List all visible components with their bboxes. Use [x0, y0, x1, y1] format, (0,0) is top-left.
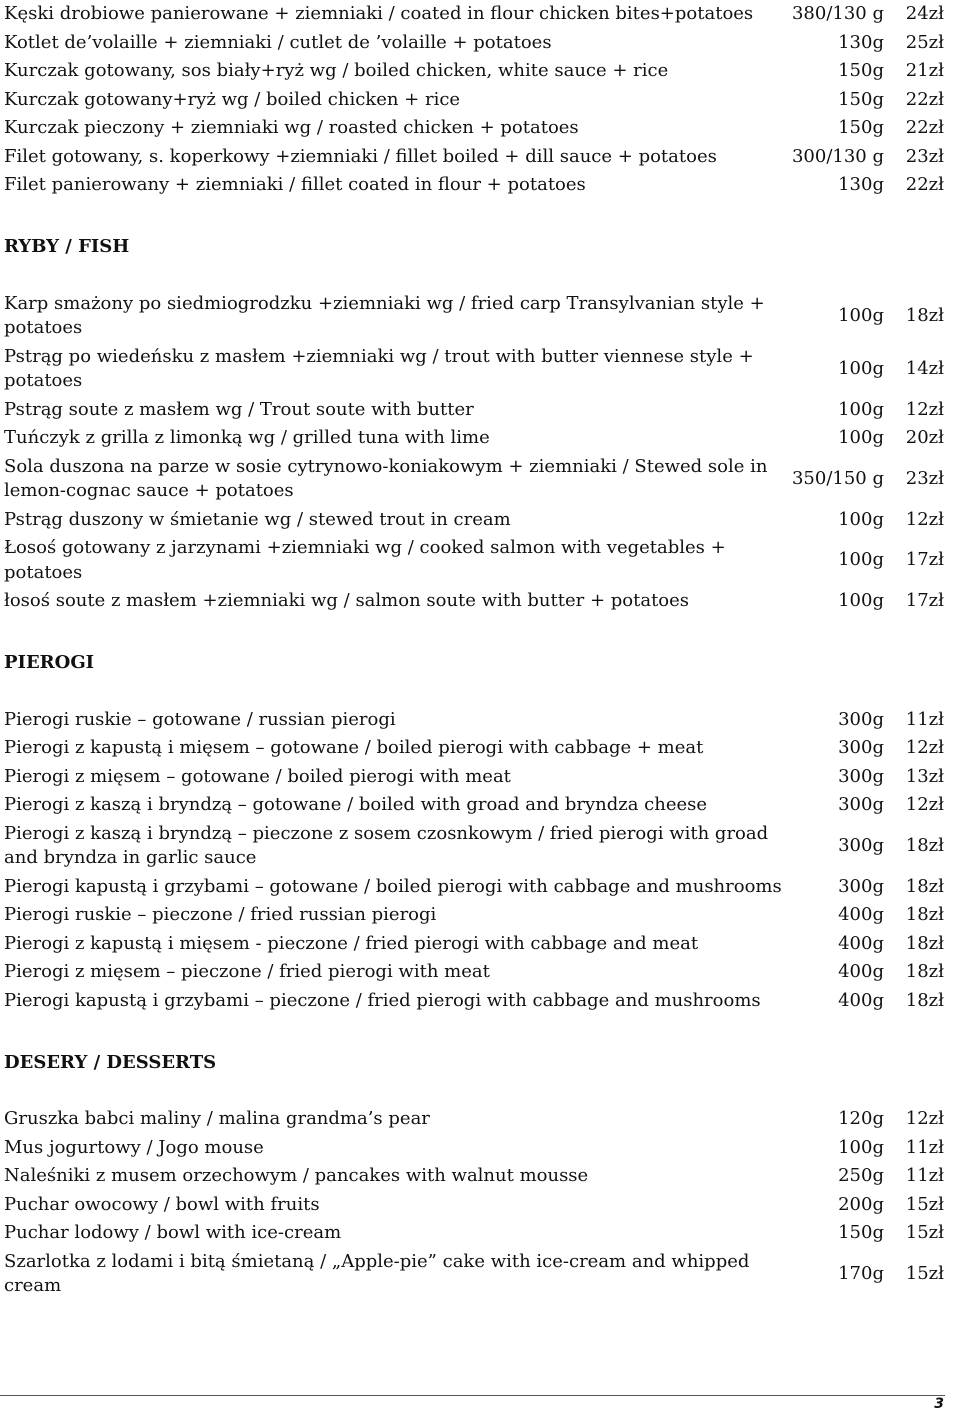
menu-item-price: 12zł: [905, 737, 944, 758]
section-title-fish: RYBY / FISH: [4, 236, 130, 257]
menu-item-name: Filet gotowany, s. koperkowy +ziemniaki / fillet boiled + dill sauce + potatoes: [4, 145, 717, 167]
menu-item-name: Kęski drobiowe panierowane + ziemniaki / coated in flour chicken bites+potatoes: [4, 3, 754, 24]
menu-item-name: Pierogi z kaszą i bryndzą – gotowane / boiled with groad and bryndza cheese: [4, 794, 708, 815]
menu-item-row: [4, 114, 944, 143]
menu-item-name: Gruszka babci maliny / malina grandma’s pear: [4, 1108, 430, 1129]
menu-item-row: [4, 143, 944, 172]
menu-item-weight: 100g: [838, 590, 884, 611]
menu-item-price: 25zł: [905, 31, 944, 53]
menu-item-name: Puchar lodowy / bowl with ice-cream: [4, 1222, 342, 1243]
menu-item-row: [4, 534, 944, 587]
menu-item-price: 21zł: [905, 60, 944, 81]
menu-item-price: 13zł: [905, 765, 944, 787]
menu-item-price: 17zł: [905, 549, 944, 571]
menu-item-price: 20zł: [905, 427, 944, 448]
menu-item-name: Pierogi ruskie – pieczone / fried russian pierogi: [4, 904, 437, 925]
menu-item-weight: 300g: [838, 737, 884, 758]
menu-item-price: 18zł: [905, 834, 944, 856]
menu-item-weight: 300g: [838, 708, 884, 730]
menu-item-row: [4, 506, 944, 535]
menu-item-weight: 130g: [838, 174, 884, 195]
menu-item-price: 18zł: [905, 904, 944, 925]
menu-item-name: Pierogi kapustą i grzybami – gotowane / boiled pierogi with cabbage and mushrooms: [4, 875, 782, 897]
menu-item-row: [4, 930, 944, 959]
menu-item-name: Naleśniki z musem orzechowym / pancakes with walnut mousse: [4, 1165, 589, 1186]
menu-item-row: [4, 86, 944, 115]
menu-item-name: Kurczak pieczony + ziemniaki wg / roasted chicken + potatoes: [4, 117, 579, 138]
menu-item-row: [4, 453, 944, 506]
menu-item-weight: 300g: [838, 765, 884, 787]
menu-item-weight: 150g: [838, 117, 884, 138]
menu-item-row: [4, 987, 944, 1016]
menu-item-row: [4, 29, 944, 58]
menu-item-name: Mus jogurtowy / Jogo mouse: [4, 1136, 264, 1158]
menu-item-weight: 150g: [838, 60, 884, 81]
menu-item-price: 12zł: [905, 1108, 944, 1129]
menu-item-name: Karp smażony po siedmiogrodzku +ziemniaki wg / fried carp Transylvanian style + potatoes: [4, 292, 765, 338]
menu-item-name: Szarlotka z lodami i bitą śmietaną / „Apple-pie” cake with ice-cream and whipped cream: [4, 1250, 750, 1296]
menu-item-price: 22zł: [905, 174, 944, 195]
menu-item-weight: 400g: [838, 932, 884, 954]
menu-item-row: [4, 396, 944, 425]
menu-item-weight: 350/150 g: [791, 467, 884, 489]
menu-item-weight: 130g: [838, 31, 884, 53]
menu-item-price: 11zł: [905, 1136, 944, 1158]
menu-item-price: 18zł: [905, 961, 944, 982]
menu-item-weight: 400g: [838, 989, 884, 1011]
menu-item-price: 18zł: [905, 989, 944, 1011]
desserts-list: [4, 1105, 944, 1301]
menu-item-price: 18zł: [905, 875, 944, 897]
menu-item-name: Pierogi z kapustą i mięsem – gotowane / boiled pierogi with cabbage + meat: [4, 737, 704, 758]
menu-item-price: 18zł: [905, 932, 944, 954]
menu-item-weight: 150g: [838, 1222, 884, 1243]
menu-item-price: 15zł: [905, 1193, 944, 1215]
menu-item-price: 17zł: [905, 590, 944, 611]
menu-item-weight: 400g: [838, 904, 884, 925]
menu-item-row: [4, 1134, 944, 1163]
menu-item-weight: 300g: [838, 834, 884, 856]
fish-dishes-list: [4, 290, 944, 616]
menu-page: [4, 0, 944, 1301]
menu-item-row: [4, 1248, 944, 1301]
menu-item-price: 15zł: [905, 1262, 944, 1284]
menu-item-weight: 120g: [838, 1108, 884, 1129]
menu-item-weight: 380/130 g: [791, 3, 884, 24]
menu-item-row: [4, 0, 944, 29]
menu-item-row: [4, 1191, 944, 1220]
menu-item-row: [4, 901, 944, 930]
menu-item-row: [4, 343, 944, 396]
menu-item-weight: 100g: [838, 398, 884, 420]
menu-item-name: Pierogi z mięsem – gotowane / boiled pierogi with meat: [4, 765, 511, 787]
menu-item-row: [4, 171, 944, 200]
menu-item-price: 24zł: [905, 3, 944, 24]
menu-item-name: Filet panierowany + ziemniaki / fillet coated in flour + potatoes: [4, 174, 586, 195]
menu-item-name: Pierogi z mięsem – pieczone / fried pierogi with meat: [4, 961, 490, 982]
menu-item-price: 18zł: [905, 304, 944, 326]
menu-item-weight: 300g: [838, 794, 884, 815]
menu-item-weight: 100g: [838, 357, 884, 379]
section-title-pierogi: PIEROGI: [4, 652, 95, 673]
menu-item-name: Pstrąg duszony w śmietanie wg / stewed trout in cream: [4, 508, 511, 530]
menu-item-name: Pierogi ruskie – gotowane / russian pierogi: [4, 708, 396, 730]
menu-item-name: Tuńczyk z grilla z limonką wg / grilled tuna with lime: [4, 427, 490, 448]
menu-item-weight: 200g: [838, 1193, 884, 1215]
menu-item-price: 15zł: [905, 1222, 944, 1243]
menu-item-price: 12zł: [905, 508, 944, 530]
menu-item-price: 22zł: [905, 117, 944, 138]
menu-item-row: [4, 57, 944, 86]
page-number: 3: [934, 1396, 944, 1412]
menu-item-weight: 100g: [838, 549, 884, 571]
menu-item-weight: 300g: [838, 875, 884, 897]
menu-item-row: [4, 1162, 944, 1191]
menu-item-row: [4, 958, 944, 987]
menu-item-name: Kurczak gotowany+ryż wg / boiled chicken + rice: [4, 88, 461, 110]
menu-item-price: 12zł: [905, 398, 944, 420]
menu-item-row: [4, 734, 944, 763]
menu-item-name: łosoś soute z masłem +ziemniaki wg / salmon soute with butter + potatoes: [4, 590, 690, 611]
menu-item-weight: 150g: [838, 88, 884, 110]
menu-item-weight: 250g: [838, 1165, 884, 1186]
menu-item-weight: 170g: [838, 1262, 884, 1284]
menu-item-row: [4, 424, 944, 453]
menu-item-name: Łosoś gotowany z jarzynami +ziemniaki wg / cooked salmon with vegetables + potatoes: [4, 537, 726, 583]
menu-item-row: [4, 820, 944, 873]
menu-item-name: Pstrąg po wiedeńsku z masłem +ziemniaki wg / trout with butter viennese style + potatoes: [4, 345, 754, 391]
menu-item-row: [4, 763, 944, 792]
menu-item-price: 11zł: [905, 708, 944, 730]
menu-item-price: 23zł: [905, 145, 944, 167]
desserts-table: [4, 1105, 944, 1301]
menu-item-weight: 100g: [838, 304, 884, 326]
menu-item-name: Pierogi z kaszą i bryndzą – pieczone z sosem czosnkowym / fried pierogi with groad and bryndza in garlic sauce: [4, 822, 769, 868]
menu-item-row: [4, 1219, 944, 1248]
menu-item-price: 23zł: [905, 467, 944, 489]
menu-item-row: [4, 706, 944, 735]
chicken-dishes-table: [4, 0, 944, 200]
menu-item-row: [4, 587, 944, 616]
menu-item-name: Pierogi kapustą i grzybami – pieczone / fried pierogi with cabbage and mushrooms: [4, 989, 761, 1011]
menu-item-price: 22zł: [905, 88, 944, 110]
menu-item-weight: 400g: [838, 961, 884, 982]
menu-item-row: [4, 1105, 944, 1134]
pierogi-dishes-list: [4, 706, 944, 1016]
menu-item-weight: 100g: [838, 427, 884, 448]
menu-item-weight: 300/130 g: [791, 145, 884, 167]
menu-item-weight: 100g: [838, 508, 884, 530]
menu-item-row: [4, 873, 944, 902]
section-title-desserts: DESERY / DESSERTS: [4, 1051, 217, 1073]
footer-divider: [0, 1395, 945, 1396]
menu-item-row: [4, 290, 944, 343]
menu-item-name: Sola duszona na parze w sosie cytrynowo-koniakowym + ziemniaki / Stewed sole in lemon-cognac sauce + potatoes: [4, 455, 768, 501]
fish-dishes-table: [4, 290, 944, 616]
menu-item-name: Puchar owocowy / bowl with fruits: [4, 1193, 320, 1215]
menu-item-price: 14zł: [905, 357, 944, 379]
pierogi-dishes-table: [4, 706, 944, 1016]
chicken-dishes-list: [4, 0, 944, 200]
menu-item-price: 12zł: [905, 794, 944, 815]
menu-item-name: Kurczak gotowany, sos biały+ryż wg / boiled chicken, white sauce + rice: [4, 60, 669, 81]
menu-item-price: 11zł: [905, 1165, 944, 1186]
menu-item-weight: 100g: [838, 1136, 884, 1158]
menu-item-row: [4, 791, 944, 820]
menu-item-name: Pstrąg soute z masłem wg / Trout soute with butter: [4, 398, 474, 420]
menu-item-name: Kotlet de’volaille + ziemniaki / cutlet de ’volaille + potatoes: [4, 31, 552, 53]
menu-item-name: Pierogi z kapustą i mięsem - pieczone / fried pierogi with cabbage and meat: [4, 932, 699, 954]
